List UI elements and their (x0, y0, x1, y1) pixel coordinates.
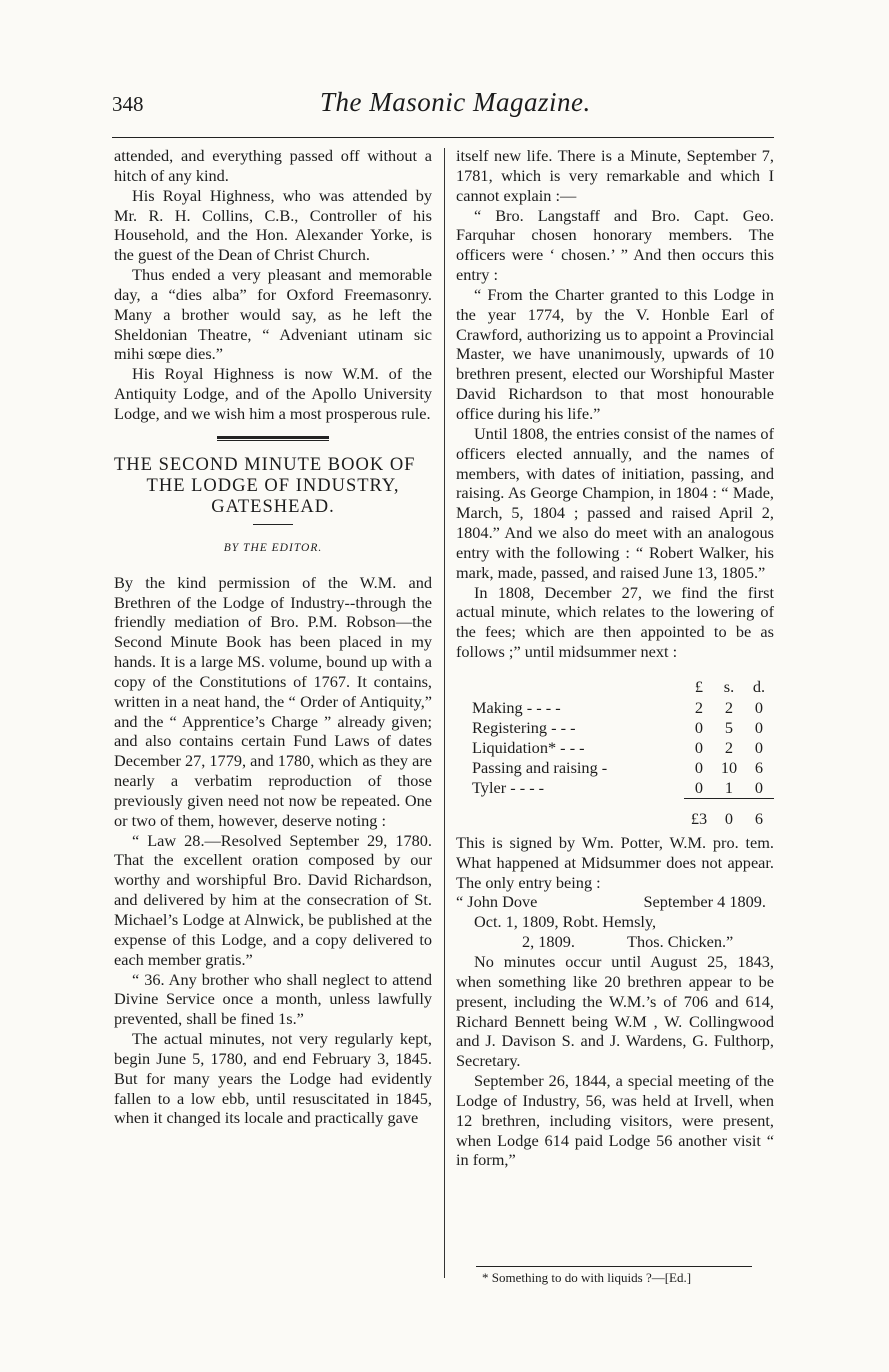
article-title-line: GATESHEAD. (211, 496, 335, 517)
fee-pence: 0 (754, 697, 764, 717)
paragraph: By the kind permission of the W.M. and Brethren of the Lodge of Industry--through the friendly mediation of Bro. P.M. Robson—the Second Minute Book has been placed in my hands. It is a large MS. volume, bound up with a copy of the Constitutions of 1767. It contains, written in a neat hand, the “ Order of Antiquity,” and the “ Apprentice’s Charge ” already given; and also contains certain Fund Laws of dates December 27, 1779, and 1780, which as they are nearly a verbatim reproduction of those previously given need not now be repeated. One or two of them, however, deserve noting : (114, 572, 432, 830)
fee-row (456, 758, 774, 778)
header-rule (112, 137, 774, 138)
fee-row (456, 738, 774, 758)
article-title-line: THE SECOND MINUTE BOOK OF (114, 454, 416, 475)
footnote-rule (476, 1266, 752, 1267)
paragraph: Thus ended a very pleasant and memorable day, a “dies alba” for Oxford Freemasonry. Many a brother would say, as he left the Sheldonian Theatre, “ Adveniant utinam sic mihi sœpe dies.” (114, 265, 432, 364)
pounds-header: £ (694, 676, 704, 696)
fee-dots: - (601, 757, 608, 777)
paragraph: “ From the Charter granted to this Lodge in the year 1774, by the V. Honble Earl of Crawford, authorizing us to appoint a Provincial Master, we have unanimously, upwards of 10 brethren present, elected our Worshipful Master David Richardson to that most honourable office during his life.” (456, 284, 774, 423)
fee-pounds: 0 (694, 717, 704, 737)
quoted-law: “ 36. Any brother who shall neglect to attend Divine Service once a month, unless lawfully prevented, shall be fined 1s.” (114, 969, 432, 1029)
fee-dots: - - - (519, 778, 545, 798)
left-column (114, 146, 432, 1128)
total-shillings: 0 (724, 808, 734, 828)
fee-label: Making - (472, 697, 533, 717)
fee-shillings: 2 (724, 737, 734, 757)
minute-entry (456, 892, 774, 912)
paragraph: attended, and everything passed off without a hitch of any kind. (114, 146, 432, 185)
total-pence: 6 (754, 808, 764, 828)
column-divider (444, 148, 445, 1278)
entry-date: September 4 1809. (643, 892, 766, 912)
fee-label: Passing and raising (472, 757, 598, 777)
shillings-header: s. (723, 676, 735, 696)
fees-header-row (456, 676, 774, 698)
fee-pence: 0 (754, 777, 764, 797)
fee-dots: - - (569, 737, 585, 757)
fee-row (456, 718, 774, 738)
fee-row (456, 698, 774, 718)
paragraph: “ Bro. Langstaff and Bro. Capt. Geo. Farquhar chosen honorary members. The officers were ‘ chosen.’ ” And then occurs this entry : (456, 205, 774, 285)
fee-pence: 0 (754, 717, 764, 737)
running-title: The Masonic Magazine. (320, 87, 591, 117)
article-title (114, 455, 432, 518)
paragraph: Until 1808, the entries consist of the names of officers elected annually, and the names of members, with dates of initiation, passing, and raising. As George Champion, in 1804 : “ Made, March, 5, 1804 ; passed and raised April 2, 1804.” And we also do meet with an analogous entry with the following : “ Robert Walker, his mark, made, passed, and raised June 13, 1805.” (456, 423, 774, 582)
total-pounds: £3 (690, 808, 708, 828)
fee-pounds: 0 (694, 737, 704, 757)
footnote: * Something to do with liquids ?—[Ed.] (482, 1270, 692, 1285)
paragraph: The actual minutes, not very regularly kept, begin June 5, 1780, and end February 3, 1845. But for many years the Lodge had evidently fallen to a low ebb, until resuscitated in 1845, when it changed its locale and practically gave (114, 1029, 432, 1128)
minute-entry (456, 932, 774, 952)
right-column (456, 146, 774, 1170)
fee-pounds: 0 (694, 777, 704, 797)
article-title-line: THE LODGE OF INDUSTRY, (146, 475, 400, 496)
paragraph: This is signed by Wm. Potter, W.M. pro. tem. What happened at Midsummer does not appear. The only entry being : (456, 832, 774, 892)
fee-pence: 6 (754, 757, 764, 777)
fee-label: Liquidation* - (472, 737, 566, 757)
paragraph: No minutes occur until August 25, 1843, when something like 20 brethren appear to be present, including the W.M.’s of 706 and 614, Richard Bennett being W.M , W. Collingwood and J. Davison S. and J. Wardens, G. Fulthorp, Secretary. (456, 952, 774, 1071)
fee-shillings: 2 (724, 697, 734, 717)
section-rule (217, 436, 329, 441)
fee-dots: - - - (536, 697, 561, 717)
entry-name: “ John Dove (456, 892, 538, 912)
fee-shillings: 1 (724, 777, 734, 797)
page-number: 348 (112, 92, 144, 116)
pence-header: d. (752, 676, 766, 696)
entry-date: 2, 1809. (522, 932, 575, 952)
fee-pounds: 2 (694, 697, 704, 717)
page-header (0, 0, 889, 140)
quoted-law: “ Law 28.—Resolved September 29, 1780. That the excellent oration composed by our worthy and worshipful Bro. David Richardson, and delivered by him at the consecration of St. Michael’s Lodge at Alnwick, be published at the expense of this Lodge, and a copy delivered to each member gratis.” (114, 830, 432, 969)
paragraph: In 1808, December 27, we find the first actual minute, which relates to the lowering of the fees; which are then appointed to be as follows ;” until midsummer next : (456, 582, 774, 662)
paragraph: September 26, 1844, a special meeting of the Lodge of Industry, 56, was held at Irvell, when 12 brethren, including visitors, were present, when Lodge 614 paid Lodge 56 another visit “ in form,” (456, 1071, 774, 1170)
fee-label: Registering - (472, 717, 557, 737)
fees-table (456, 676, 774, 829)
fee-row (456, 778, 774, 799)
paragraph: His Royal Highness is now W.M. of the Antiquity Lodge, and of the Apollo University Lodge, and we wish him a most prosperous rule. (114, 364, 432, 423)
fee-dots: - - (560, 717, 576, 737)
fee-pounds: 0 (694, 757, 704, 777)
byline: BY THE EDITOR. (223, 541, 323, 554)
fee-pence: 0 (754, 737, 764, 757)
minute-entry: Oct. 1, 1809, Robt. Hemsly, (474, 912, 657, 932)
paragraph: His Royal Highness, who was attended by Mr. R. H. Collins, C.B., Controller of his Household, and the Hon. Alexander Yorke, is the guest of the Dean of Christ Church. (114, 185, 432, 265)
fees-total-row (456, 799, 774, 829)
paragraph: itself new life. There is a Minute, September 7, 1781, which is very remarkable and which I cannot explain :— (456, 146, 774, 205)
fee-shillings: 5 (724, 717, 734, 737)
fee-label: Tyler - (472, 778, 516, 798)
entry-name: Thos. Chicken.” (627, 932, 734, 952)
title-rule (253, 524, 293, 525)
fee-shillings: 10 (720, 757, 738, 777)
